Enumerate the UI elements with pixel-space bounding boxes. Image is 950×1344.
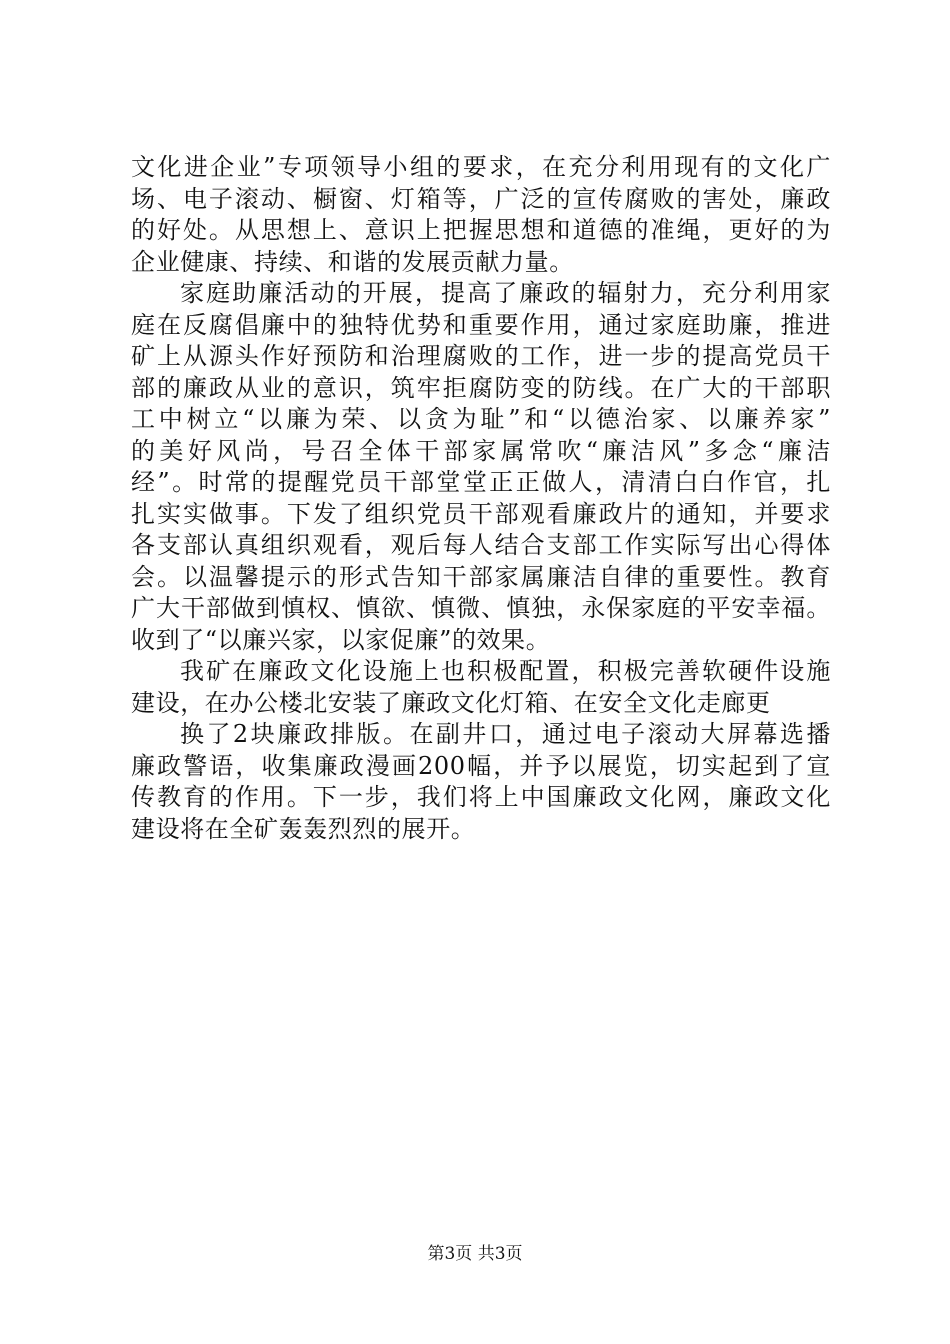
- text-line: 企业健康、持续、和谐的发展贡献力量。: [131, 247, 574, 276]
- text-line: 庭在反腐倡廉中的独特优势和重要作用，通过家庭助廉，推进: [131, 310, 831, 339]
- text-line: 传教育的作用。下一步，我们将上中国廉政文化网，廉政文化: [131, 783, 831, 811]
- text-line: 矿上从源头作好预防和治理腐败的工作，进一步的提高党员干: [131, 342, 831, 370]
- document-body: [131, 152, 831, 845]
- paragraph-start-line: 我矿在廉政文化设施上也积极配置，积极完善软硬件设施: [180, 657, 831, 685]
- text-line: 的美好风尚，号召全体干部家属常吹“廉洁风”多念“廉洁: [131, 436, 831, 465]
- text-line: 文化进企业”专项领导小组的要求，在充分利用现有的文化广: [131, 153, 831, 181]
- page-number-footer: 第3页 共3页: [427, 1244, 523, 1264]
- text-line: 部的廉政从业的意识，筑牢拒腐防变的防线。在广大的干部职: [131, 373, 831, 402]
- text-line: 廉政警语，收集廉政漫画200幅，并予以展览，切实起到了宣: [131, 751, 831, 780]
- text-line: 广大干部做到慎权、慎欲、慎微、慎独，永保家庭的平安幸福。: [131, 594, 831, 622]
- text-line: 建设，在办公楼北安装了廉政文化灯箱、在安全文化走廊更: [131, 688, 771, 717]
- text-line: 收到了“以廉兴家，以家促廉”的效果。: [131, 625, 551, 654]
- text-line: 各支部认真组织观看，观后每人结合支部工作实际写出心得体: [131, 531, 831, 559]
- text-line: 场、电子滚动、橱窗、灯箱等，广泛的宣传腐败的害处，廉政: [131, 184, 831, 213]
- text-line: 会。以温馨提示的形式告知干部家属廉洁自律的重要性。教育: [131, 562, 831, 591]
- text-line: 工中树立“以廉为荣、以贪为耻”和“以德治家、以廉养家”: [131, 405, 831, 433]
- text-line: 经”。时常的提醒党员干部堂堂正正做人，清清白白作官，扎: [131, 468, 831, 496]
- text-line: 建设将在全矿轰轰烈烈的展开。: [131, 814, 476, 843]
- paragraph-start-line: 换了2块廉政排版。在副井口，通过电子滚动大屏幕选播: [180, 720, 831, 748]
- paragraph-start-line: 家庭助廉活动的开展，提高了廉政的辐射力，充分利用家: [180, 279, 831, 307]
- text-line: 扎实实做事。下发了组织党员干部观看廉政片的通知，并要求: [131, 499, 831, 528]
- text-line: 的好处。从思想上、意识上把握思想和道德的准绳，更好的为: [131, 216, 831, 244]
